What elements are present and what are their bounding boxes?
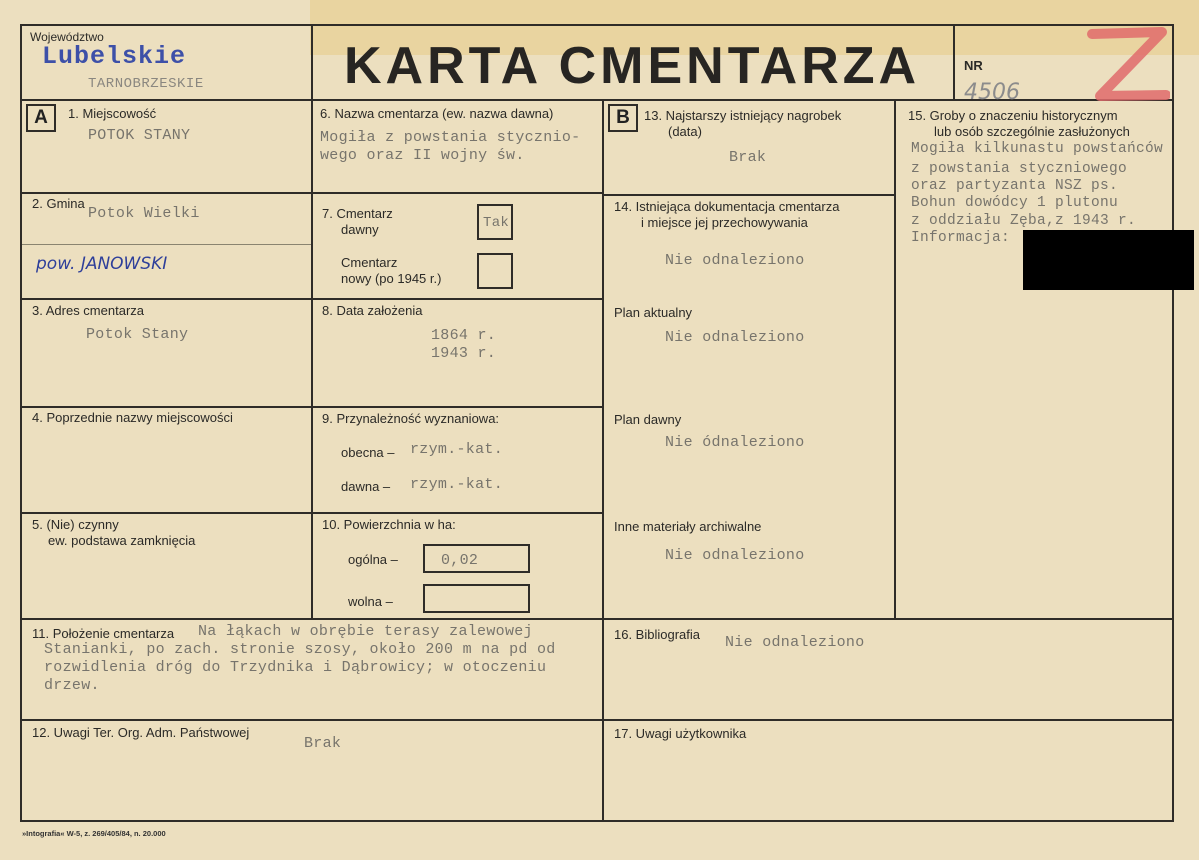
f7-new-label-line2: nowy (po 1945 r.) — [341, 271, 442, 286]
f7-old-label-line1: 7. Cmentarz — [322, 206, 393, 221]
f12-label: 12. Uwagi Ter. Org. Adm. Państwowej — [32, 725, 250, 740]
f11-value-line3: rozwidlenia dróg do Trzydnika i Dąbrowicy; w otoczeniu — [44, 659, 547, 676]
f11-label: 11. Położenie cmentarza — [32, 626, 175, 641]
f14-label-line1: 14. Istniejąca dokumentacja cmentarza — [614, 199, 840, 214]
f12-value: Brak — [304, 735, 342, 752]
f5-label-line2: ew. podstawa zamknięcia — [48, 533, 196, 548]
plan-current-label: Plan aktualny — [614, 305, 693, 320]
province-label: Województwo — [30, 30, 104, 44]
f10-label: 10. Powierzchnia w ha: — [322, 517, 456, 532]
f5-label-line1: 5. (Nie) czynny — [32, 517, 119, 532]
f7-old-checkbox[interactable] — [477, 204, 513, 240]
row5-rule-full — [20, 618, 1174, 620]
f11-value-line1: Na łąkach w obrębie terasy zalewowej — [198, 623, 533, 640]
f2-value: Potok Wielki — [88, 205, 200, 222]
f15-value-line3: oraz partyzanta NSZ ps. — [911, 178, 1119, 194]
f1-label: 1. Miejscowość — [68, 106, 157, 121]
border-top — [20, 24, 1174, 26]
f4-label: 4. Poprzednie nazwy miejscowości — [32, 410, 233, 425]
f8-value-line1: 1864 r. — [431, 327, 497, 344]
f9-former-value: rzym.-kat. — [410, 476, 504, 493]
f13-label-line2: (data) — [668, 124, 702, 139]
row2-rule-left — [20, 298, 603, 300]
other-materials-value: Nie odnaleziono — [665, 547, 805, 564]
border-right — [1172, 24, 1174, 822]
f7-new-label-line1: Cmentarz — [341, 255, 398, 270]
f15-value-line2: z powstania styczniowego — [911, 161, 1128, 177]
other-materials-label: Inne materiały archiwalne — [614, 519, 762, 534]
f10-total-label: ogólna – — [348, 552, 398, 567]
f7-new-checkbox[interactable] — [477, 253, 513, 289]
f15-label-line2: lub osób szczególnie zasłużonych — [934, 124, 1130, 139]
z-stamp-icon — [1086, 26, 1170, 104]
f6-label: 6. Nazwa cmentarza (ew. nazwa dawna) — [320, 106, 554, 121]
f15-value-line6: Informacja: — [911, 230, 1011, 246]
plan-current-value: Nie odnaleziono — [665, 329, 805, 346]
f15-value-line1: Mogiła kilkunastu powstańców — [911, 141, 1164, 157]
f10-total-value: 0,02 — [441, 552, 479, 569]
gmina-thin-rule — [22, 244, 311, 245]
row1-rule-b13 — [602, 194, 896, 196]
section-b-marker: B — [608, 104, 638, 132]
f7-old-label-line2: dawny — [341, 222, 379, 237]
f15-value-line4: Bohun dowódcy 1 plutonu — [911, 195, 1119, 211]
f16-value: Nie odnaleziono — [725, 634, 865, 651]
f2-label: 2. Gmina — [32, 196, 85, 211]
f15-value-line5: z oddziału Zęba,z 1943 r. — [911, 213, 1137, 229]
f9-former-label: dawna – — [341, 479, 391, 494]
row1-rule-left — [20, 192, 603, 194]
f3-label: 3. Adres cmentarza — [32, 303, 144, 318]
f11-value-line2: Stanianki, po zach. stronie szosy, około 200 m na pd od — [44, 641, 556, 658]
f13-value: Brak — [729, 149, 767, 166]
nr-value: 4506 — [964, 80, 1020, 105]
f14-value: Nie odnaleziono — [665, 252, 805, 269]
f14-label-line2: i miejsce jej przechowywania — [641, 215, 808, 230]
f9-current-value: rzym.-kat. — [410, 441, 504, 458]
printer-imprint: »Intografia« W-5, z. 269/405/84, n. 20.000 — [22, 829, 166, 838]
f11-value-line4: drzew. — [44, 677, 100, 694]
row6-rule-full — [20, 719, 1174, 721]
f8-value-line2: 1943 r. — [431, 345, 497, 362]
col3-right-rule — [894, 99, 896, 619]
f10-total-field[interactable] — [423, 544, 530, 573]
f7-old-value: Tak — [483, 215, 510, 231]
f10-free-field[interactable] — [423, 584, 530, 613]
col2-right-rule — [602, 99, 604, 820]
row4-rule-left — [20, 512, 603, 514]
f10-free-label: wolna – — [348, 594, 393, 609]
border-bottom — [20, 820, 1174, 822]
plan-old-value: Nie ódnaleziono — [665, 434, 805, 451]
row3-rule-left — [20, 406, 603, 408]
title-left-rule — [311, 24, 313, 101]
f13-label-line1: 13. Najstarszy istniejący nagrobek — [644, 108, 842, 123]
district-handwritten: pow. JANOWSKI — [36, 254, 168, 274]
f9-current-label: obecna – — [341, 445, 395, 460]
f3-value: Potok Stany — [86, 326, 189, 343]
f17-label: 17. Uwagi użytkownika — [614, 726, 747, 741]
f8-label: 8. Data założenia — [322, 303, 423, 318]
plan-old-label: Plan dawny — [614, 412, 682, 427]
nr-label: NR — [964, 58, 983, 73]
title-right-rule — [953, 24, 955, 101]
col1-right-rule — [311, 99, 313, 619]
f15-label-line1: 15. Groby o znaczeniu historycznym — [908, 108, 1118, 123]
province-value: Lubelskie — [42, 42, 187, 71]
section-a-marker: A — [26, 104, 56, 132]
f1-value: POTOK STANY — [88, 127, 191, 144]
f6-value-line2: wego oraz II wojny św. — [320, 147, 525, 164]
border-left — [20, 24, 22, 822]
district-value: TARNOBRZESKIE — [88, 76, 204, 92]
f16-label: 16. Bibliografia — [614, 627, 700, 642]
f6-value-line1: Mogiła z powstania stycznio- — [320, 129, 581, 146]
f9-label: 9. Przynależność wyznaniowa: — [322, 411, 500, 426]
redaction-block — [1023, 230, 1194, 290]
page-title: KARTA CMENTARZA — [344, 37, 921, 95]
